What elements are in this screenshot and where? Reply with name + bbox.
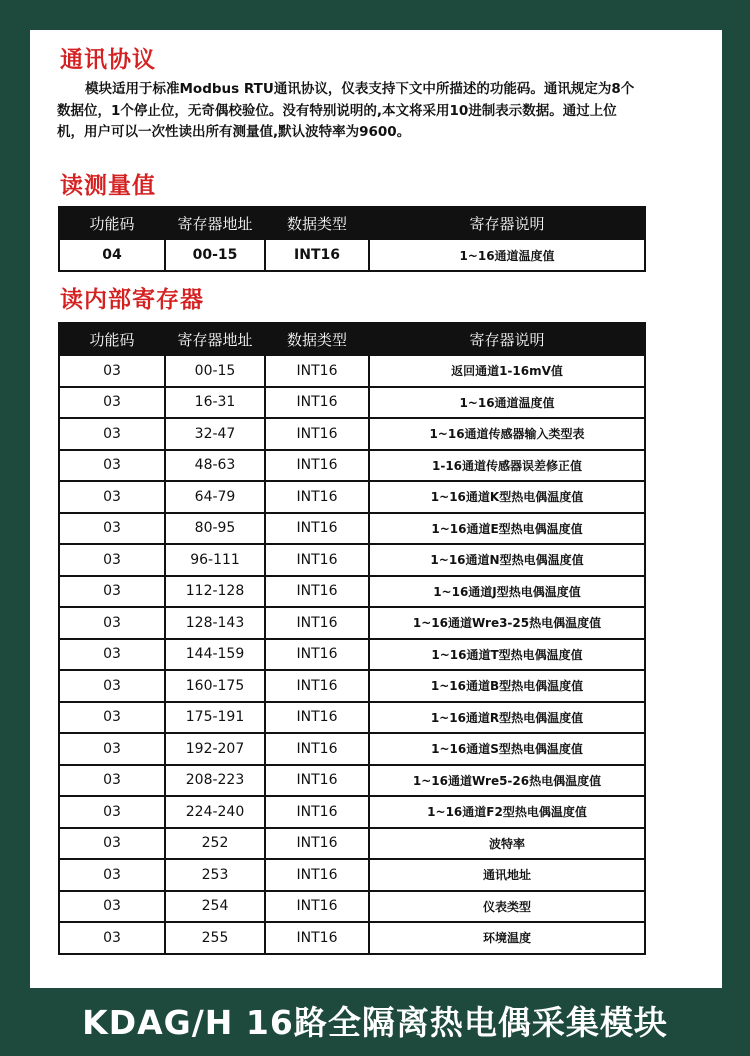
cell-function-code: 03 — [60, 703, 164, 733]
table-row — [60, 356, 644, 386]
cell-data-type: INT16 — [266, 240, 368, 270]
cell-register-address: 00-15 — [166, 356, 264, 386]
cell-function-code: 03 — [60, 608, 164, 638]
cell-function-code: 03 — [60, 419, 164, 449]
header-register-description: 寄存器说明 — [370, 208, 644, 238]
header-function-code: 功能码 — [60, 208, 164, 238]
table-row — [60, 240, 644, 270]
cell-function-code: 03 — [60, 451, 164, 481]
cell-data-type: INT16 — [266, 545, 368, 575]
cell-register-address: 254 — [166, 892, 264, 922]
cell-function-code: 03 — [60, 892, 164, 922]
cell-function-code: 04 — [60, 240, 164, 270]
header-register-description: 寄存器说明 — [370, 324, 644, 354]
cell-register-address: 208-223 — [166, 766, 264, 796]
table-row — [60, 419, 644, 449]
cell-register-description: 1~16通道T型热电偶温度值 — [370, 640, 644, 670]
cell-data-type: INT16 — [266, 388, 368, 418]
cell-data-type: INT16 — [266, 577, 368, 607]
cell-data-type: INT16 — [266, 703, 368, 733]
header-register-address: 寄存器地址 — [166, 324, 264, 354]
header-data-type: 数据类型 — [266, 324, 368, 354]
protocol-paragraph — [57, 79, 635, 144]
cell-register-description: 1~16通道温度值 — [370, 240, 644, 270]
cell-register-address: 48-63 — [166, 451, 264, 481]
table-row — [60, 451, 644, 481]
table-row — [60, 482, 644, 512]
cell-data-type: INT16 — [266, 640, 368, 670]
cell-data-type: INT16 — [266, 482, 368, 512]
cell-function-code: 03 — [60, 734, 164, 764]
cell-data-type: INT16 — [266, 829, 368, 859]
cell-register-description: 1~16通道E型热电偶温度值 — [370, 514, 644, 544]
table-row — [60, 860, 644, 890]
cell-data-type: INT16 — [266, 419, 368, 449]
cell-register-address: 80-95 — [166, 514, 264, 544]
internal-table-header — [60, 324, 644, 354]
cell-register-address: 175-191 — [166, 703, 264, 733]
cell-register-address: 112-128 — [166, 577, 264, 607]
table-row — [60, 388, 644, 418]
cell-register-address: 16-31 — [166, 388, 264, 418]
table-row — [60, 892, 644, 922]
table-row — [60, 797, 644, 827]
cell-register-description: 1~16通道R型热电偶温度值 — [370, 703, 644, 733]
cell-register-address: 144-159 — [166, 640, 264, 670]
table-row — [60, 829, 644, 859]
table-row — [60, 640, 644, 670]
cell-function-code: 03 — [60, 860, 164, 890]
section-title-read-internal-registers: 读内部寄存器 — [60, 287, 204, 313]
internal-register-table — [58, 322, 646, 955]
table-row — [60, 545, 644, 575]
table-row — [60, 734, 644, 764]
measurement-table — [58, 206, 646, 272]
cell-function-code: 03 — [60, 923, 164, 953]
cell-register-address: 192-207 — [166, 734, 264, 764]
cell-register-address: 64-79 — [166, 482, 264, 512]
product-title-banner: KDAG/H 16路全隔离热电偶采集模块 — [82, 1003, 668, 1042]
cell-register-description: 1~16通道F2型热电偶温度值 — [370, 797, 644, 827]
cell-register-description: 1~16通道温度值 — [370, 388, 644, 418]
cell-register-description: 返回通道1-16mV值 — [370, 356, 644, 386]
cell-register-description: 通讯地址 — [370, 860, 644, 890]
cell-data-type: INT16 — [266, 766, 368, 796]
table-row — [60, 671, 644, 701]
cell-function-code: 03 — [60, 640, 164, 670]
cell-data-type: INT16 — [266, 451, 368, 481]
cell-register-address: 32-47 — [166, 419, 264, 449]
cell-register-address: 128-143 — [166, 608, 264, 638]
cell-register-address: 252 — [166, 829, 264, 859]
cell-function-code: 03 — [60, 545, 164, 575]
section-title-read-measurement: 读测量值 — [60, 173, 156, 199]
cell-register-address: 255 — [166, 923, 264, 953]
cell-register-address: 224-240 — [166, 797, 264, 827]
cell-data-type: INT16 — [266, 356, 368, 386]
cell-data-type: INT16 — [266, 797, 368, 827]
cell-register-description: 1~16通道传感器输入类型表 — [370, 419, 644, 449]
cell-register-description: 1-16通道传感器误差修正值 — [370, 451, 644, 481]
cell-function-code: 03 — [60, 356, 164, 386]
cell-function-code: 03 — [60, 766, 164, 796]
header-register-address: 寄存器地址 — [166, 208, 264, 238]
protocol-text: 模块适用于标准Modbus RTU通讯协议，仪表支持下文中所描述的功能码。通讯规定为8个数据位，1个停止位，无奇偶校验位。没有特别说明的,本文将采用10进制表示数据。通过上位机，用户可以一次性读出所有测量值,默认波特率为9600。 — [57, 81, 635, 140]
cell-function-code: 03 — [60, 577, 164, 607]
cell-data-type: INT16 — [266, 671, 368, 701]
cell-register-address: 96-111 — [166, 545, 264, 575]
cell-register-description: 1~16通道J型热电偶温度值 — [370, 577, 644, 607]
header-data-type: 数据类型 — [266, 208, 368, 238]
cell-register-description: 环境温度 — [370, 923, 644, 953]
cell-register-description: 波特率 — [370, 829, 644, 859]
cell-register-description: 1~16通道N型热电偶温度值 — [370, 545, 644, 575]
table-row — [60, 923, 644, 953]
cell-data-type: INT16 — [266, 892, 368, 922]
header-function-code: 功能码 — [60, 324, 164, 354]
cell-register-address: 160-175 — [166, 671, 264, 701]
cell-register-description: 1~16通道B型热电偶温度值 — [370, 671, 644, 701]
cell-register-description: 仪表类型 — [370, 892, 644, 922]
section-title-protocol: 通讯协议 — [60, 47, 156, 73]
table-row — [60, 608, 644, 638]
cell-register-address: 253 — [166, 860, 264, 890]
cell-function-code: 03 — [60, 514, 164, 544]
cell-function-code: 03 — [60, 797, 164, 827]
cell-data-type: INT16 — [266, 734, 368, 764]
table-row — [60, 766, 644, 796]
measurement-table-header — [60, 208, 644, 238]
cell-data-type: INT16 — [266, 860, 368, 890]
cell-data-type: INT16 — [266, 514, 368, 544]
table-row — [60, 703, 644, 733]
cell-register-address: 00-15 — [166, 240, 264, 270]
table-row — [60, 577, 644, 607]
cell-function-code: 03 — [60, 482, 164, 512]
cell-register-description: 1~16通道Wre3-25热电偶温度值 — [370, 608, 644, 638]
cell-function-code: 03 — [60, 388, 164, 418]
cell-data-type: INT16 — [266, 608, 368, 638]
table-row — [60, 514, 644, 544]
cell-register-description: 1~16通道K型热电偶温度值 — [370, 482, 644, 512]
cell-function-code: 03 — [60, 829, 164, 859]
cell-function-code: 03 — [60, 671, 164, 701]
cell-register-description: 1~16通道S型热电偶温度值 — [370, 734, 644, 764]
cell-data-type: INT16 — [266, 923, 368, 953]
cell-register-description: 1~16通道Wre5-26热电偶温度值 — [370, 766, 644, 796]
